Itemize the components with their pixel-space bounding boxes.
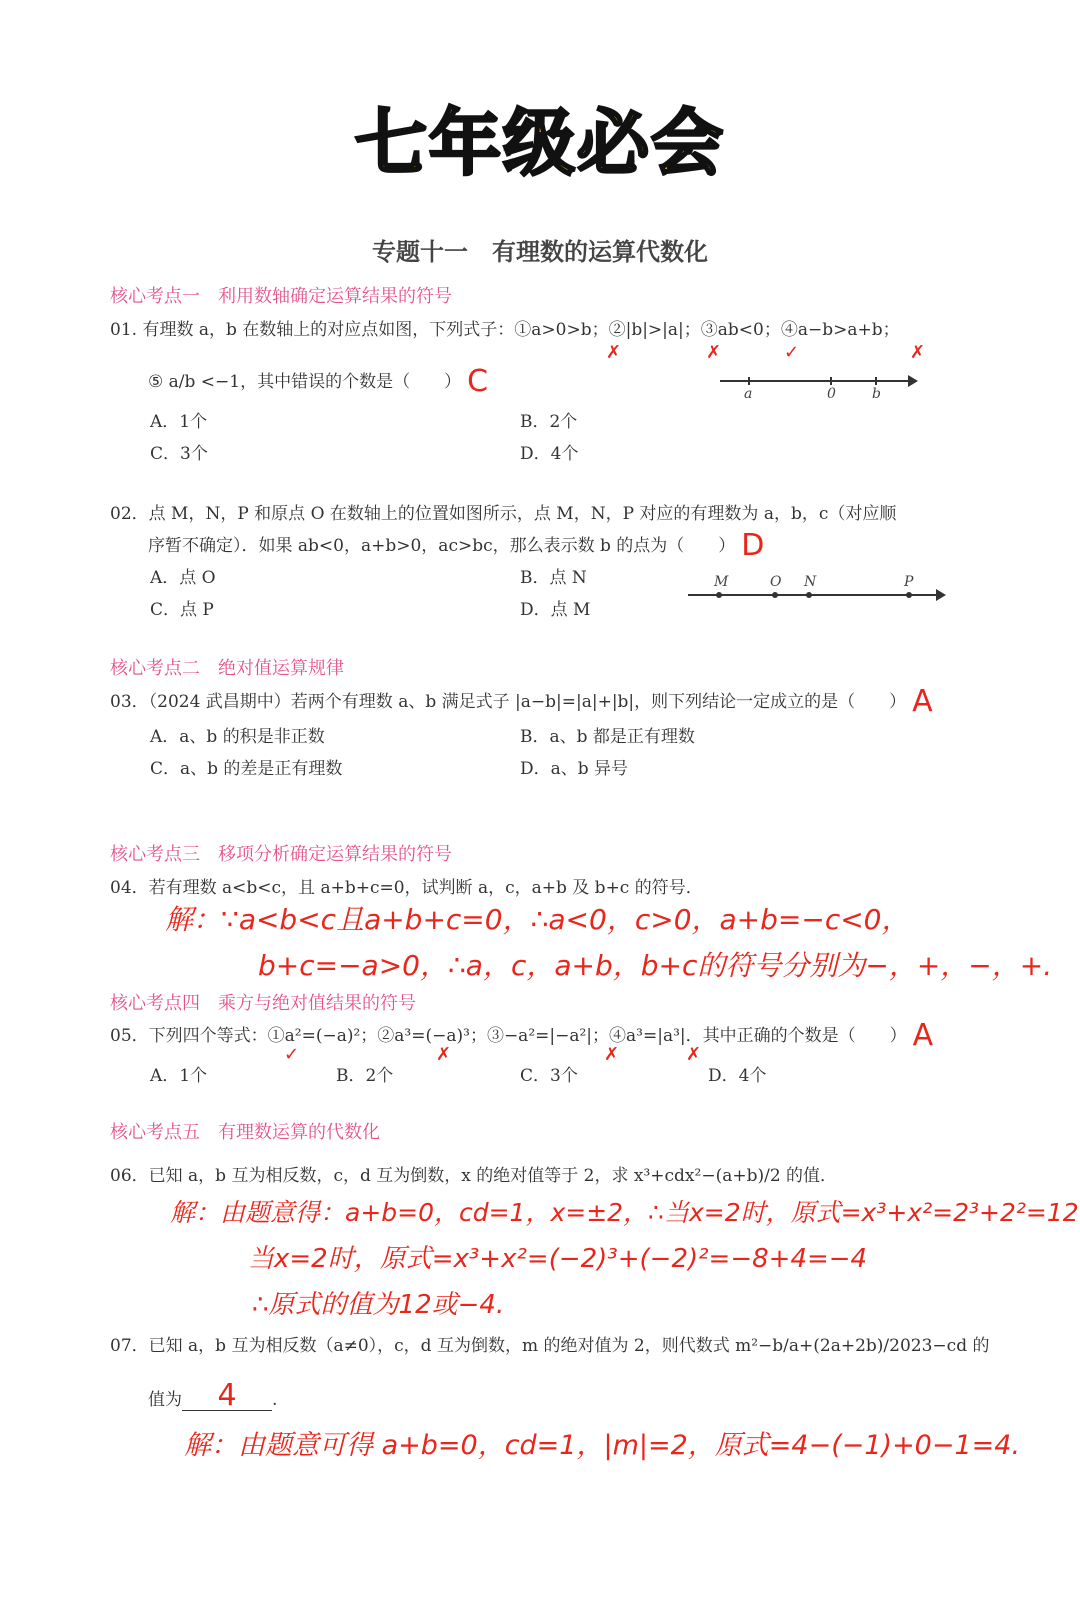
number-line xyxy=(720,380,910,402)
question-text: ⑤ a/b <−1，其中错误的个数是（ ） xyxy=(148,372,462,392)
section-heading: 核心考点五 有理数运算的代数化 xyxy=(110,1122,380,1143)
wrong-mark: ✗ xyxy=(706,342,722,363)
question-text: 05．下列四个等式：①a²=(−a)²；②a³=(−a)³；③−a²=|−a²|；④a³=|a³|．其中正确的个数是（ ） xyxy=(110,1026,907,1046)
handwritten-solution: ∴原式的值为12或−4. xyxy=(252,1290,505,1320)
option: B．a、b 都是正有理数 xyxy=(520,727,695,747)
question-text: 序暂不确定）．如果 ab<0，a+b>0，ac>bc，那么表示数 b 的点为（ ） xyxy=(148,536,736,556)
question-5 xyxy=(110,1018,934,1053)
wrong-mark: ✗ xyxy=(436,1044,452,1065)
option: B．点 N xyxy=(520,568,587,588)
question-text: 03．（2024 武昌期中）若两个有理数 a、b 满足式子 |a−b|=|a|+|b|，则下列结论一定成立的是（ ） xyxy=(110,692,907,712)
wrong-mark: ✗ xyxy=(606,342,622,363)
question-6: 06．已知 a，b 互为相反数，c，d 互为倒数，x 的绝对值等于 2，求 x³+cdx²−(a+b)/2 的值． xyxy=(110,1166,838,1186)
option: B．2个 xyxy=(520,412,578,432)
question-7: 07．已知 a，b 互为相反数（a≠0），c，d 互为倒数，m 的绝对值为 2，则代数式 m²−b/a+(2a+2b)/2023−cd 的 xyxy=(110,1336,990,1356)
number-line xyxy=(688,574,938,596)
question-4: 04．若有理数 a<b<c，且 a+b+c=0，试判断 a，c，a+b 及 b+c 的符号． xyxy=(110,878,703,898)
option: C．3个 xyxy=(150,444,208,464)
option: A．1个 xyxy=(150,1066,208,1086)
option: A．a、b 的积是非正数 xyxy=(150,727,325,747)
answer: 4 xyxy=(217,1378,237,1413)
section-heading: 核心考点一 利用数轴确定运算结果的符号 xyxy=(110,286,452,307)
section-heading: 核心考点三 移项分析确定运算结果的符号 xyxy=(110,844,452,865)
answer: D xyxy=(741,528,765,563)
question-7-line2: 值为 4 . xyxy=(148,1378,278,1413)
option: A．1个 xyxy=(150,412,208,432)
option: C．3个 xyxy=(520,1066,578,1086)
option: A．点 O xyxy=(150,568,216,588)
axis-label: a xyxy=(744,386,753,402)
option: D．4个 xyxy=(708,1066,767,1086)
axis-label: M xyxy=(714,574,729,590)
axis-label: O xyxy=(770,574,782,590)
correct-mark: ✓ xyxy=(284,1044,300,1065)
wrong-mark: ✗ xyxy=(910,342,926,363)
option: D．点 M xyxy=(520,600,591,620)
axis-label: N xyxy=(804,574,817,590)
axis-label: b xyxy=(872,386,881,402)
question-2: 02．点 M，N，P 和原点 O 在数轴上的位置如图所示，点 M，N，P 对应的有理数为 a，b，c（对应顺 xyxy=(110,504,897,524)
question-2-line2 xyxy=(148,528,765,563)
handwritten-solution: 解：由题意可得 a+b=0，cd=1，|m|=2，原式=4−(−1)+0−1=4. xyxy=(184,1430,1021,1461)
question-1: 01. 有理数 a，b 在数轴上的对应点如图，下列式子：①a>0>b；②|b|>|a|；③ab<0；④a−b>a+b； xyxy=(110,320,900,340)
option: C．点 P xyxy=(150,600,214,620)
option: D．a、b 异号 xyxy=(520,759,629,779)
section-heading: 核心考点四 乘方与绝对值结果的符号 xyxy=(110,993,416,1014)
axis-label: 0 xyxy=(827,386,836,402)
option: D．4个 xyxy=(520,444,579,464)
question-3 xyxy=(110,684,933,719)
banner-title: 七年级必会 xyxy=(354,101,725,185)
option: B．2个 xyxy=(336,1066,394,1086)
wrong-mark: ✗ xyxy=(604,1044,620,1065)
handwritten-solution: 解：∵a<b<c且a+b+c=0，∴a<0，c>0，a+b=−c<0， xyxy=(165,903,910,936)
handwritten-solution: b+c=−a>0，∴a，c，a+b，b+c的符号分别为−，+，−，+. xyxy=(258,949,1053,982)
blank-label: 值为 xyxy=(148,1390,182,1410)
handwritten-solution: 解：由题意得：a+b=0，cd=1，x=±2，∴当x=2时，原式=x³+x²=2³+2²=12 xyxy=(170,1198,1079,1227)
answer: A xyxy=(912,1018,934,1053)
answer: C xyxy=(467,364,489,399)
correct-mark: ✓ xyxy=(784,342,800,363)
question-1-line2 xyxy=(148,364,489,399)
answer: A xyxy=(912,684,933,719)
axis-label: P xyxy=(904,574,914,590)
option: C．a、b 的差是正有理数 xyxy=(150,759,343,779)
wrong-mark: ✗ xyxy=(686,1044,702,1065)
section-heading: 核心考点二 绝对值运算规律 xyxy=(110,658,344,679)
page-title: 专题十一 有理数的运算代数化 xyxy=(372,237,708,266)
handwritten-solution: 当x=2时，原式=x³+x²=(−2)³+(−2)²=−8+4=−4 xyxy=(248,1244,868,1274)
